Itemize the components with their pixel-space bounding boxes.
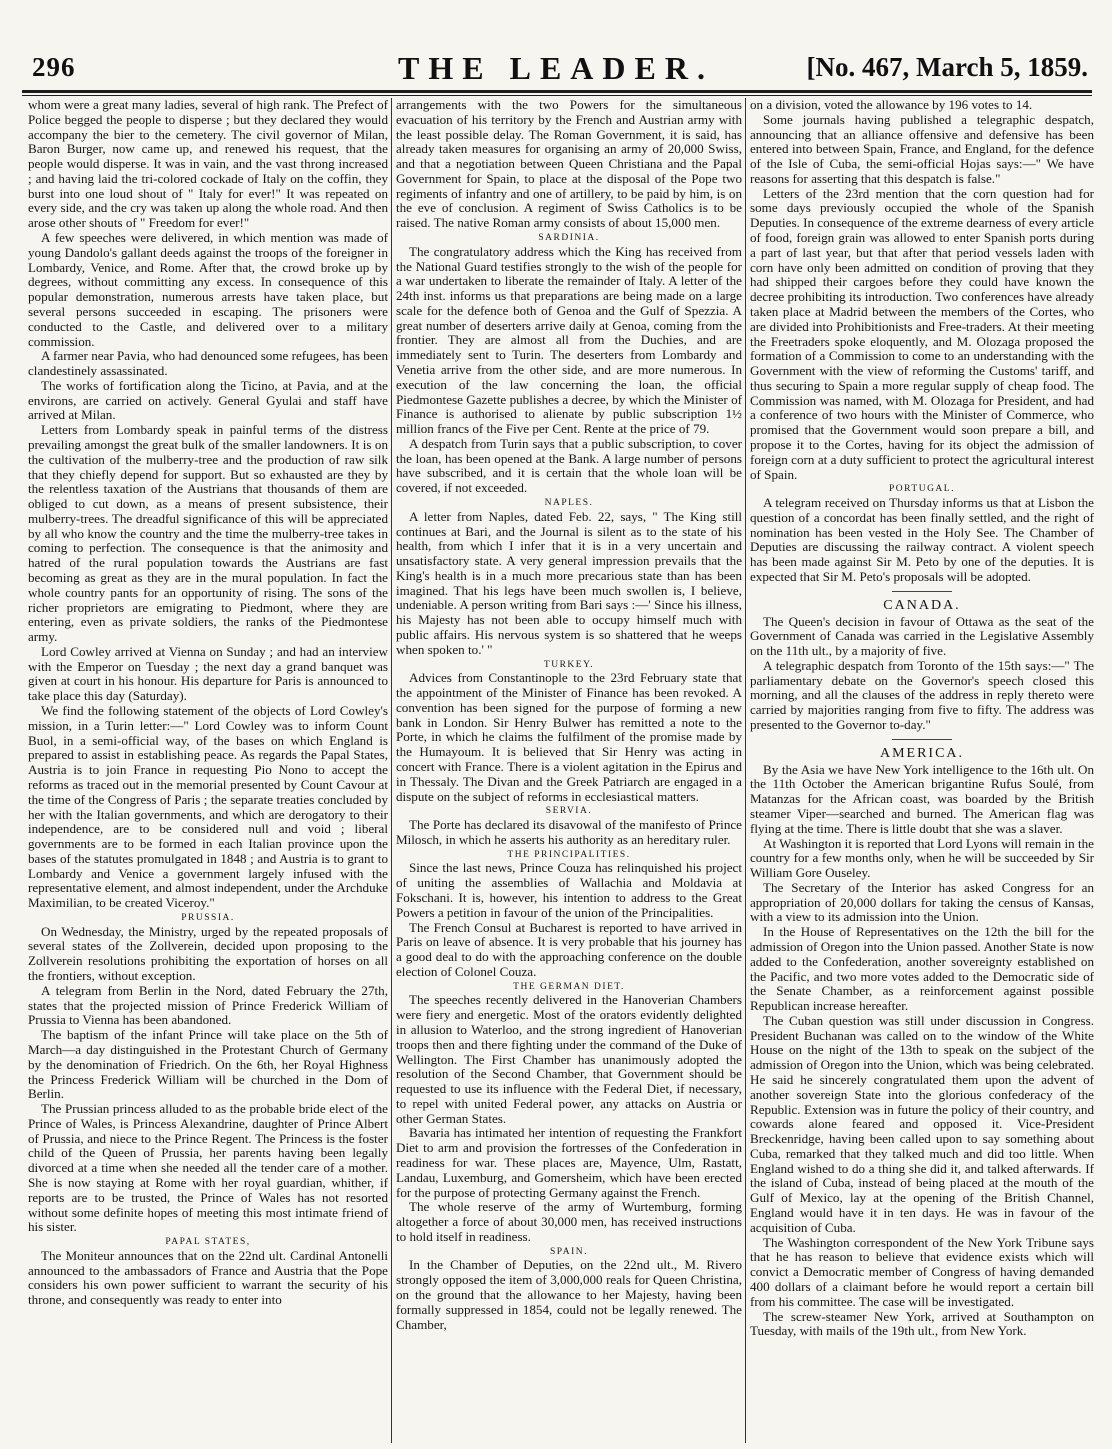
paragraph: The baptism of the infant Prince will take place on the 5th of March—a day distinguished in the Protestant Church of Germany by the denomination of Friedrich. On the 6th, her Royal Highness the Princess Frederick William will be churched in the Dom of Berlin. (28, 1027, 388, 1102)
masthead-rule-thick (22, 90, 1092, 93)
paragraph: On Wednesday, the Ministry, urged by the repeated proposals of several states of the Zollverein, decided upon proposing to the Zollverein resolutions prohibiting the exportation of horses on all the frontiers, without exception. (28, 923, 388, 984)
paragraph: whom were a great many ladies, several of high rank. The Prefect of Police begged the people to disperse ; but they declared they would accompany the bier to the cemetery. The civil governor of Milan, Baron Burger, now came up, and renewed his request, that the people would disperse. It was in vain, and the vast throng increased ; and having laid the tri-colored cockade of Italy on the coffin, they burst into one loud shout of " Italy for ever!" It was repeated on every side, and the cry was taken up along the whole road. And then arose other shouts of " Freedom for ever!" (28, 98, 388, 231)
paragraph: The Cuban question was still under discussion in Congress. President Buchanan was called on to the window of the White House on the night of the 13th to speak on the subject of the admission of Oregon into the Union, which was being celebrated. He said he sincerely congratulated them upon the advent of another sovereign State into the glorious confederacy of the Republic. Extension was in future the policy of their country, and cowards alone feared and opposed it. Vice-President Breckenridge, having been called upon to say something about Cuba, remarked that they talked much and did too little. When England wished to do a thing she did it, and talked afterwards. If the island of Cuba, instead of being placed at the mouth of the Gulf of Mexico, lay at the opening of the British Channel, England would have it in ten days. He was in favour of the acquisition of Cuba. (750, 1012, 1094, 1235)
paragraph: A few speeches were delivered, in which mention was made of young Dandolo's gallant deeds against the troops of the foreigner in Lombardy, Venice, and Rome. After that, the crowd broke up by degrees, without committing any excess. In consequence of this popular demonstration, numerous arrests have taken place, but several persons succeeded in escaping. The prisoners were conducted to the Castle, and delivered over to a military commission. (28, 230, 388, 349)
section-heading-papal-states: PAPAL STATES, (165, 1237, 251, 1248)
section-heading-naples: NAPLES. (544, 498, 594, 509)
paragraph: Advices from Constantinople to the 23rd February state that the appointment of the Minister of Finance has been revoked. A convention has been signed for the purpose of forming a new bank in London. Sir Henry Bulwer has remitted a note to the Porte, in which he claims the fulfilment of the promise made by the Humayoum. It is believed that Sir Henry was acting in concert with France. There is a violent agitation in the Epirus and in Thessaly. The Divan and the Greek Patriarch are engaged in a dispute on the subject of reforms in ecclesiastical matters. (396, 670, 742, 804)
paragraph: In the Chamber of Deputies, on the 22nd ult., M. Rivero strongly opposed the item of 3,000,000 reals for Queen Christina, on the ground that the allowance to her Majesty, having been formally suppressed in 1854, could not be legally renewed. The Chamber, (396, 1257, 742, 1332)
paragraph: on a division, voted the allowance by 196 votes to 14. (750, 98, 1033, 112)
paragraph: Letters from Lombardy speak in painful terms of the distress prevailing amongst the great bulk of the smaller landowners. It is on the cultivation of the mulberry-tree and the production of raw silk that they chiefly depend for support. But so exhausted are they by the relentless taxation of the Austrians that thousands of them are obliged to cut down, as a means of present subsistence, their mulberry-trees. The dreadful significance of this will be appreciated by all who know the country and the time the mulberry-tree takes in coming to perfection. The consequence is that the animosity and hatred of the rural population towards the Austrians are fast becoming as great as they are in the mural population. In fact the whole country pants for an opportunity of rising. The sons of the richer proprietors are emigrating to Piedmont, where they are entering, even as private soldiers, the ranks of the Piedmontese army. (28, 422, 388, 645)
section-heading-portugal: PORTUGAL. (889, 484, 955, 495)
paragraph: A farmer near Pavia, who had denounced some refugees, has been clandestinely assassinated. (28, 348, 388, 379)
section-heading-sardinia: SARDINIA. (538, 233, 600, 244)
column-2 (396, 98, 742, 1443)
newspaper-title: THE LEADER. (398, 50, 714, 86)
paragraph: The Porte has declared its disavowal of the manifesto of Prince Milosch, in which he asserts his authority as an hereditary ruler. (396, 817, 742, 847)
column-divider (391, 98, 392, 1443)
paragraph: Letters of the 23rd mention that the corn question had for some days previously occupied the whole of the Spanish Deputies. In consequence of the extreme dearness of every article of food, foreign grain was allowed to enter Spanish ports during a part of last year, but that after that period vessels laden with corn have only been admitted on condition of proving that they had shipped their cargoes before they could have known the decree prohibiting its introduction. Two conferences have already taken place at Madrid between the members of the Cortes, who are divided into Prohibitionists and Free-traders. At their meeting the Freetraders spoke eloquently, and M. Olozaga proposed the formation of a Commission to come to an understanding with the Government with the view of reforming the Customs' tariff, and thus securing to Spain a more regular supply of cheap food. The Commission was named, with M. Olozaga for President, and had a conference of two hours with the Minister of Commerce, who promised that the Government would soon prepare a bill, and propose it to the Cortes, having for its object the admission of foreign corn at a duty sufficient to protect the agricultural interest of Spain. (750, 185, 1094, 482)
section-heading-turkey: TURKEY. (543, 659, 595, 670)
masthead (20, 50, 1092, 90)
paragraph: Lord Cowley arrived at Vienna on Sunday ; and had an interview with the Emperor on Tuesday ; the next day a grand banquet was given at court in his honour. His departure for Paris is announced to take place this day (Saturday). (28, 643, 388, 704)
section-heading-german-diet: THE GERMAN DIET. (513, 981, 625, 992)
section-heading-america: AMERICA. (879, 745, 965, 761)
section-heading-prussia: PRUSSIA. (181, 912, 235, 923)
paragraph: Some journals having published a telegraphic despatch, announcing that an alliance offensive and defensive has been entered into between Spain, France, and England, for the defence of the Isle of Cuba, the semi-official Hojas says:—" We have reasons for asserting that this despatch is false." (750, 111, 1094, 186)
paragraph: The Prussian princess alluded to as the probable bride elect of the Prince of Wales, is Princess Alexandrine, daughter of Prince Albert of Prussia, and niece to the Prince Regent. The Princess is the foster child of the Queen of Prussia, her parents having been legally divorced at a time when she needed all the tender care of a mother. She is now staying at Rome with her royal guardian, whither, if reports are to be trusted, the Prince of Wales has not resorted without some definite hopes of meeting this most intimate friend of his sister. (28, 1101, 388, 1235)
paragraph: The screw-steamer New York, arrived at Southampton on Tuesday, with mails of the 19th ult., from New York. (750, 1308, 1094, 1339)
paragraph: A telegram from Berlin in the Nord, dated February the 27th, states that the projected mission of Prince Frederick William of Prussia to Vienna has been abandoned. (28, 982, 388, 1028)
section-heading-servia: SERVIA. (545, 806, 593, 817)
paragraph: A telegram received on Thursday informs us that at Lisbon the question of a concordat has been finally settled, and the right of nomination has been vested in the Holy See. The Chamber of Deputies are discussing the railway contract. A violent speech has been made against Sir M. Peto by one of the deputies. It is expected that Sir M. Peto's proposals will be adopted. (750, 495, 1094, 584)
section-heading-spain: SPAIN. (550, 1246, 588, 1257)
section-heading-principalities: THE PRINCIPALITIES. (507, 849, 631, 860)
masthead-rule-thin (22, 95, 1092, 96)
paragraph: By the Asia we have New York intelligence to the 16th ult. On the 11th October the American brigantine Rufus Soulé, from Matanzas for the African coast, was boarded by the British steamer Viper—searched and burned. The American flag was flying at the time. There is little doubt that she was a slaver. (750, 761, 1094, 836)
paragraph: A letter from Naples, dated Feb. 22, says, " The King still continues at Bari, and the Journal is silent as to the state of his health, from which I infer that it is in a very uncertain and unsatisfactory state. A very general impression prevails that the King's health is in a much more precarious state than has been imagined. That his legs have been much swollen is, I believe, undeniable. A person writing from Bari says :—' Since his illness, his Majesty has not been able to occupy himself much with public affairs. His nervous system is so shattered that he weeps when spoken to.' " (396, 508, 742, 657)
paragraph: A telegraphic despatch from Toronto of the 15th says:—" The parliamentary debate on the Governor's speech closed this morning, and all the clauses of the address in reply thereto were carried by majorities ranging from five to fifty. The address was presented to the Governor to-day." (750, 657, 1094, 733)
paragraph: The congratulatory address which the King has received from the National Guard testifies strongly to the wish of the people for a war undertaken to liberate the remainder of Italy. A letter of the 24th inst. informs us that preparations are being made on a large scale for the defence both of Genoa and the Gulf of Spezzia. A great number of deserters arrive daily at Genoa, coming from the frontier. They are almost all from the Duchies, and are immediately sent to Turin. The deserters from Lombardy and Venetia arrive from the other side, and are more numerous. In execution of the law concerning the loan, the official Piedmontese Gazette publishes a decree, by which the Minister of Finance is authorised to alienate by public subscription 1½ million francs of the Five per Cent. Rente at the price of 79. (396, 243, 742, 437)
paragraph: We find the following statement of the objects of Lord Cowley's mission, in a Turin letter:—" Lord Cowley was to inform Count Buol, in a semi-official way, of the bases on which England is prepared to assist in establishing peace. As regards the Papal States, Austria is to join France in requesting Pio Nono to accept the reforms as traced out in the memorial presented by Count Cavour at the time of the Congress of Paris ; the separate treaties concluded by her with the Italian governments, and which are derogatory to their independence, are to be considered null and void ; liberal governments are to be formed in each Italian province upon the bases of the statutes promulgated in 1848 ; and Austria is to grant to Lombardy and Venice a government largely infused with the representative element, and almost independent, under the Archduke Maximilian, to be created Viceroy." (28, 703, 388, 911)
paragraph: In the House of Representatives on the 12th the bill for the admission of Oregon into the Union passed. Another State is now added to the Confederation, another sovereignty established on the Pacific, and two more votes added to the Democratic side of the Senate Chamber, as a reinforcement against possible Republican increase hereafter. (750, 924, 1094, 1014)
paragraph: The Secretary of the Interior has asked Congress for an appropriation of 20,000 dollars for taking the census of Kansas, with a view to its admission into the Union. (750, 879, 1094, 925)
column-divider (745, 98, 746, 1443)
paragraph: At Washington it is reported that Lord Lyons will remain in the country for a few months only, when he will be succeeded by Sir William Gore Ouseley. (750, 835, 1094, 881)
issue-date: [No. 467, March 5, 1859. (806, 52, 1088, 82)
column-1 (28, 98, 388, 1443)
column-3 (750, 98, 1094, 1443)
separator-rule (892, 591, 952, 592)
paragraph: The works of fortification along the Ticino, at Pavia, and at the environs, are carried on actively. General Gyulai and staff have arrived at Milan. (28, 377, 388, 423)
paragraph: A despatch from Turin says that a public subscription, to cover the loan, has been opened at the Bank. A large number of persons have subscribed, and it is certain that the whole loan will be covered, if not exceeded. (396, 435, 742, 496)
page-number: 296 (32, 52, 76, 82)
paragraph: The whole reserve of the army of Wurtemburg, forming altogether a force of about 30,000 men, has received instructions to hold itself in readiness. (396, 1199, 742, 1244)
section-heading-canada: CANADA. (883, 597, 961, 613)
paragraph: The Moniteur announces that on the 22nd ult. Cardinal Antonelli announced to the ambassadors of France and Austria that the Pope considers his own power sufficient to warrant the security of his throne, and consequently was ready to enter into (28, 1247, 388, 1308)
paragraph: The speeches recently delivered in the Hanoverian Chambers were fiery and energetic. Most of the orators evidently delighted in allusion to Waterloo, and the strong ingredient of Hanoverian troops then and there fighting under the command of the Duke of Wellington. The First Chamber has unanimously adopted the resolution of the Second Chamber, that Government should be requested to use its influence with the Federal Diet, if necessary, to repel with united Federal power, any attacks on Austria or other German States. (396, 992, 742, 1126)
separator-rule (892, 739, 952, 740)
paragraph: Since the last news, Prince Couza has relinquished his project of uniting the assemblies of Wallachia and Moldavia at Fokschani. It is, however, his intention to address to the Great Powers a petition in favour of the union of the Principalities. (396, 860, 742, 920)
paragraph: arrangements with the two Powers for the simultaneous evacuation of his territory by the French and Austrian army with the least possible delay. The Roman Government, it is said, has already taken measures for organising an army of 20,000 Swiss, and that a negotiation between Queen Christiana and the Papal Government for Spain, to place at the disposal of the Pope two regiments of infantry and one of artillery, to be paid by him, is on the eve of conclusion. A regiment of Swiss Catholics is to be raised. The native Roman army consists of about 15,000 men. (396, 98, 742, 231)
paragraph: The French Consul at Bucharest is reported to have arrived in Paris on leave of absence. It is very probable that his journey has a good deal to do with the approaching conference on the double election of Colonel Couza. (396, 919, 742, 979)
paragraph: The Washington correspondent of the New York Tribune says that he has reason to believe that evidence exists which will convict a Democratic member of Congress of having demanded 400 dollars of a claimant before he would report a certain bill from his committee. The case will be investigated. (750, 1234, 1094, 1309)
paragraph: The Queen's decision in favour of Ottawa as the seat of the Government of Canada was carried in the Legislative Assembly on the 11th ult., by a majority of five. (750, 613, 1094, 659)
paragraph: Bavaria has intimated her intention of requesting the Frankfort Diet to arm and provision the fortresses of the Confederation in readiness for war. These places are, Mayence, Ulm, Rastatt, Landau, Luxemburg, and Gomersheim, which have been erected for the purpose of protecting Germany against the French. (396, 1125, 742, 1200)
